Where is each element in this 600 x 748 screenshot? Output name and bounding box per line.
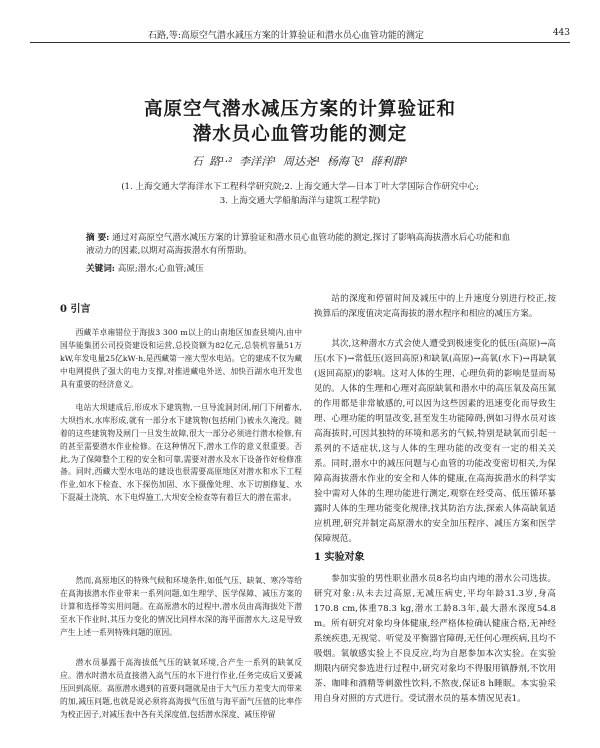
abstract-text: 通过对高原空气潜水减压方案的计算验证和潜水员心血管功能的测定,探讨了影响高海拔潜水后心功能和血液动力的因素,以期对高海拔潜水有所帮助。 xyxy=(86,233,511,256)
keywords-label: 关键词: xyxy=(86,264,115,274)
intro-paragraph-1: 西藏羊卓雍错位于海拔3 300 m以上的山南地区加查县境内,由中国华能集团公司投资建设和运营,总投资额为82亿元,总装机容量51万kW,年发电量25亿kW·h,是西藏第一座大型水电站。它的建成不仅为藏中电网提供了强大的电力支撑,对推进藏电外送、加快百湖水电开发也具有重要的经济意义。 xyxy=(60,328,302,389)
section-introduction-heading: 0 引言 xyxy=(60,304,91,315)
authors: 石 路¹·² 李洋洋¹ 周达尧¹ 杨海飞¹ 薛利群¹ xyxy=(191,155,409,168)
affiliation-line2: 3. 上海交通大学船舶海洋与建筑工程学院) xyxy=(219,196,381,206)
affiliation-line1: (1. 上海交通大学海洋水下工程科学研究院;2. 上海交通大学—日本丁叶大学国际合作研究中心; xyxy=(121,182,479,192)
keywords-text: 高原;潜水;心血管;减压 xyxy=(117,264,204,274)
left-column xyxy=(60,292,302,732)
running-header-text: 石路,等:高原空气潜水减压方案的计算验证和潜水员心血管功能的测定 xyxy=(148,31,424,41)
page-number: 443 xyxy=(552,28,570,38)
keywords xyxy=(86,262,514,274)
right-paragraph-1: 站的深度和停留时间及减压中的上升速度分别进行校正,按换算后的深度值决定高海拔的潜水程序和相应的减压方案。 xyxy=(314,294,556,319)
abstract xyxy=(86,232,514,258)
intro-paragraph-3: 然而,高原地区的特殊气候和环境条件,如低气压、缺氧、寒冷等给在高海拔潜水作业带来一系列问题,如生理学、医学保障、减压方案的计算和选择等实用问题。在高原潜水的过程中,潜水员由高海拔处下潜至水下作业时,其压力变化的情况比同样水深的海平面潜水大,这是导致产生上述一系列特殊问题的原因。 xyxy=(60,576,302,637)
right-paragraph-2: 其次,这种潜水方式会使人遭受到极速变化的低压(高原)→高压(水下)→常低压(返回高原)和缺氧(高原)→高氧(水下)→再缺氧(返回高原)的影响。这对人体的生理、心理负荷的影响是显而易见的。人体的生理和心理对高原缺氧和潜水中的高压氧及高压氮的作用都是非常敏感的,可以因为这些因素的迅速变化而导致生理、心理功能的明显改变,甚至发生功能障碍,例如习得水员对该高海拔时,可因其独特的环境和恶劣的气候,特别是缺氧而引起一系列的不适症状,这与人体的生理功能的改变有一定的相关关系。同时,潜水中的减压问题与心血管的功能改变密切相关,为保障高海拔潜水作业的安全和人体的健康,在高海拔潜水的科学实验中需对人体的生理功能进行测定,观察在经受高、低压循环暴露时人体的生理功能变化规律,找其防治方法,探索人体高缺氧适应机理,研究并制定高原潜水的安全加压程序、减压方案和医学保障规范。 xyxy=(314,339,556,544)
intro-paragraph-2: 电站大坝建成后,形成水下建筑物,一旦导流洞封闭,闸门下闸蓄水,大坝挡水,水库形成,就有一部分水下建筑物(包括闸门)被永久淹没。随着的这些建筑物及闸门一旦发生故障,很大一部分必须进行潜水检修,有的甚至需要潜水作业检修。在这种情况下,潜水工作的意义很重要。否此,为了保障整个工程的安全和可靠,需要对潜水及水下设备作好检修准备。同时,西藏大型水电站的建设也很需要高原地区对潜水和水下工程作业,如水下检查、水下探伤加固、水下摄像处理、水下切割修复、水下混凝土浇筑、水下电焊施工,大坝安全检查等有着巨大的潜在需求。 xyxy=(60,403,302,503)
paper-title-line2: 潜水员心血管功能的测定 xyxy=(192,124,408,145)
right-column xyxy=(314,292,556,732)
running-header xyxy=(30,28,570,43)
paper-title-line1: 高原空气潜水减压方案的计算验证和 xyxy=(143,99,456,120)
intro-paragraph-4: 潜水员暴露于高海拔低气压的缺氧环境,合产生一系列的缺氧反应。潜水时潜水员直接潜入高气压的水下进行作业,任务完成后又要减压回到高原。高原潜水遇到的首要问题就是由于大气压力差变大而带来的加,减压问题,也就是说必须将高海拔气压值与海平面气压值的比率作为校正因子,对减压表中各有关深度值,包括潜水深度、减压停留 xyxy=(60,658,302,719)
subjects-paragraph: 参加实验的男性职业潜水员8名均由内地的潜水公司选拔。研究对象:从未去过高原,无减压病史,平均年龄31.3岁,身高170.8 cm,体重78.3 kg,潜水工龄8.3年,最大潜水深度54.8 m。所有研究对象均身体健康,经严格体检确认健康合格,无神经系统疾患,无视觉、听觉及平衡器官障碍,无任何心理疾病,且均不吸烟。氧敏感实验上不良反应,均为自愿参加本次实验。在实验期限内研究参选进行过程中,研究对象均不得服用镇静剂,不饮用茶、咖啡和酒精等刺激性饮料,不熬夜,保证8 h睡眠。本实验采用自身对照的方式进行。受试潜水员的基本情况见表1。 xyxy=(314,574,556,704)
section-subjects-heading: 1 实验对象 xyxy=(314,552,365,563)
abstract-label: 摘 要: xyxy=(86,233,110,243)
